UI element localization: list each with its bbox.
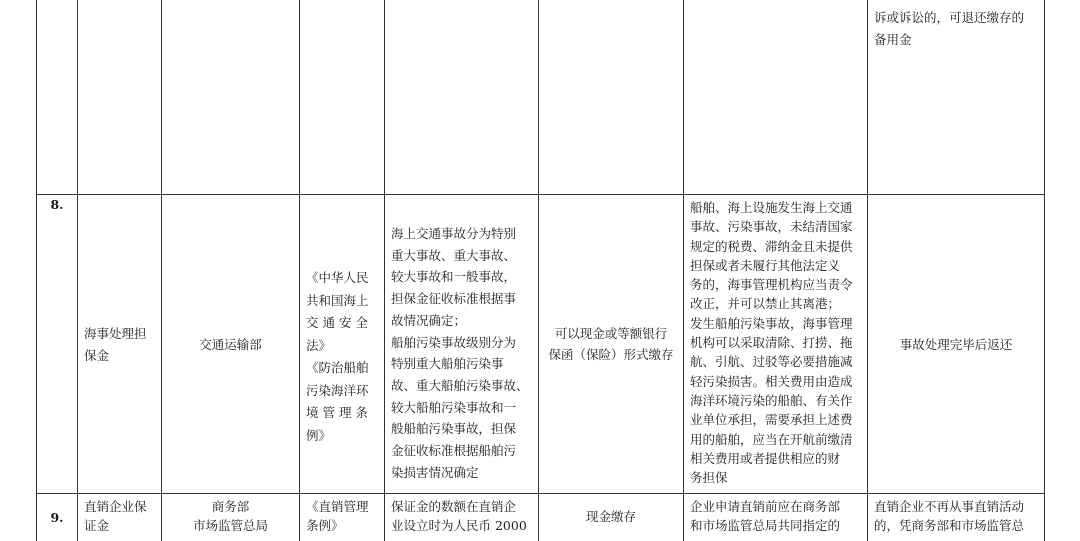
method-cell	[539, 0, 684, 195]
basis-line: 《直销管理	[306, 499, 369, 514]
basis-line: 共和国海上	[306, 292, 369, 308]
name-line: 保金	[84, 347, 110, 363]
scenario-line: 规定的税费、滞纳金且未提供	[690, 238, 853, 254]
basis-line: 《中华人民	[306, 270, 369, 285]
scenario-cell	[684, 0, 868, 195]
row-number: 9.	[50, 510, 64, 525]
standard-line: 担保金征收标准根据事	[391, 291, 517, 307]
refund-cell	[868, 494, 1045, 541]
table-row	[37, 494, 1045, 541]
num-cell	[37, 494, 78, 541]
basis-line: 条例》	[306, 518, 344, 533]
scenario-line: 业单位承担，需要承担上述费	[690, 412, 853, 428]
scenario-cell	[684, 195, 868, 494]
method-line: 可以现金或等额银行	[554, 326, 668, 341]
standard-line: 较大事故和一般事故，	[391, 269, 517, 285]
standard-line: 保证金的数额在直销企	[391, 499, 517, 514]
method-line: 保函（保险）形式缴存	[548, 347, 674, 362]
method-cell	[539, 494, 684, 541]
basis-cell	[300, 494, 385, 541]
scenario-line: 企业申请直销前应在商务部	[690, 499, 841, 514]
name-line: 海事处理担	[84, 325, 147, 341]
standard-line: 船舶污染事故级别分为	[391, 334, 517, 350]
dept-line: 商务部	[211, 499, 250, 514]
basis-line: 法》	[306, 337, 332, 353]
refund-line: 诉或诉讼的，可退还缴存的	[874, 10, 1025, 25]
basis-cell	[300, 0, 385, 195]
refund-line: 直销企业不再从事直销活动	[874, 499, 1025, 514]
refund-line: 的，凭商务部和市场监管总	[874, 518, 1025, 533]
dept-line: 交通运输部	[199, 336, 262, 352]
standard-cell	[385, 195, 539, 494]
name-line: 直销企业保	[84, 499, 147, 514]
table-row	[37, 0, 1045, 195]
standard-line: 金征收标准根据船舶污	[391, 443, 517, 459]
standard-line: 较大船舶污染事故和一	[391, 399, 517, 415]
scenario-line: 海洋环境污染的船舶、有关作	[690, 392, 853, 408]
basis-line: 例》	[306, 427, 332, 443]
deposit-table	[36, 0, 1045, 541]
name-cell	[78, 494, 162, 541]
standard-line: 故情况确定；	[391, 312, 467, 328]
name-line: 证金	[84, 518, 110, 533]
standard-cell	[385, 0, 539, 195]
name-cell	[78, 195, 162, 494]
num-cell	[37, 0, 78, 195]
row-number: 8.	[50, 197, 64, 212]
scenario-line: 担保或者未履行其他法定义	[690, 257, 841, 273]
standard-line: 海上交通事故分为特别	[391, 226, 517, 241]
scenario-line: 务的，海事管理机构应当责令	[690, 277, 853, 293]
dept-cell	[162, 0, 300, 195]
scenario-cell	[684, 494, 868, 541]
scenario-line: 轻污染损害。相关费用由造成	[690, 373, 853, 389]
standard-line: 特别重大船舶污染事	[391, 356, 504, 372]
basis-line: 境 管 理 条	[306, 405, 368, 420]
name-cell	[78, 0, 162, 195]
standard-line: 故、重大船舶污染事故、	[391, 377, 529, 393]
refund-line: 备用金	[874, 32, 912, 47]
standard-line: 业设立时为人民币 2000	[391, 518, 527, 533]
basis-cell	[300, 195, 385, 494]
scenario-line: 发生船舶污染事故，海事管理	[690, 315, 853, 331]
scenario-line: 船舶、海上设施发生海上交通	[690, 200, 853, 215]
scenario-line: 相关费用或者提供相应的财	[690, 450, 841, 466]
scenario-line: 和市场监管总局共同指定的	[690, 518, 841, 533]
standard-cell	[385, 494, 539, 541]
scenario-line: 务担保	[690, 470, 728, 486]
method-cell	[539, 195, 684, 494]
scenario-line: 事故、污染事故，未结清国家	[690, 219, 853, 235]
refund-cell	[868, 195, 1045, 494]
table-row	[37, 195, 1045, 494]
standard-line: 重大事故、重大事故、	[391, 247, 517, 263]
dept-cell	[162, 195, 300, 494]
basis-line: 《防治船舶	[306, 360, 369, 375]
scenario-line: 机构可以采取清除、打捞、拖	[690, 335, 853, 351]
scenario-line: 航、引航、过驳等必要措施减	[690, 354, 853, 370]
scenario-line: 改正，并可以禁止其离港；	[690, 296, 841, 312]
scenario-line: 用的船舶，应当在开航前缴清	[690, 431, 853, 447]
dept-line: 市场监管总局	[192, 518, 268, 533]
refund-line: 事故处理完毕后返还	[899, 336, 1013, 352]
basis-line: 污染海洋环	[306, 382, 369, 398]
dept-cell	[162, 494, 300, 541]
method-line: 现金缴存	[585, 509, 636, 524]
basis-line: 交 通 安 全	[306, 315, 368, 330]
num-cell	[37, 195, 78, 494]
refund-cell	[868, 0, 1045, 195]
standard-line: 染损害情况确定	[391, 464, 479, 480]
standard-line: 般船舶污染事故，担保	[391, 421, 517, 437]
